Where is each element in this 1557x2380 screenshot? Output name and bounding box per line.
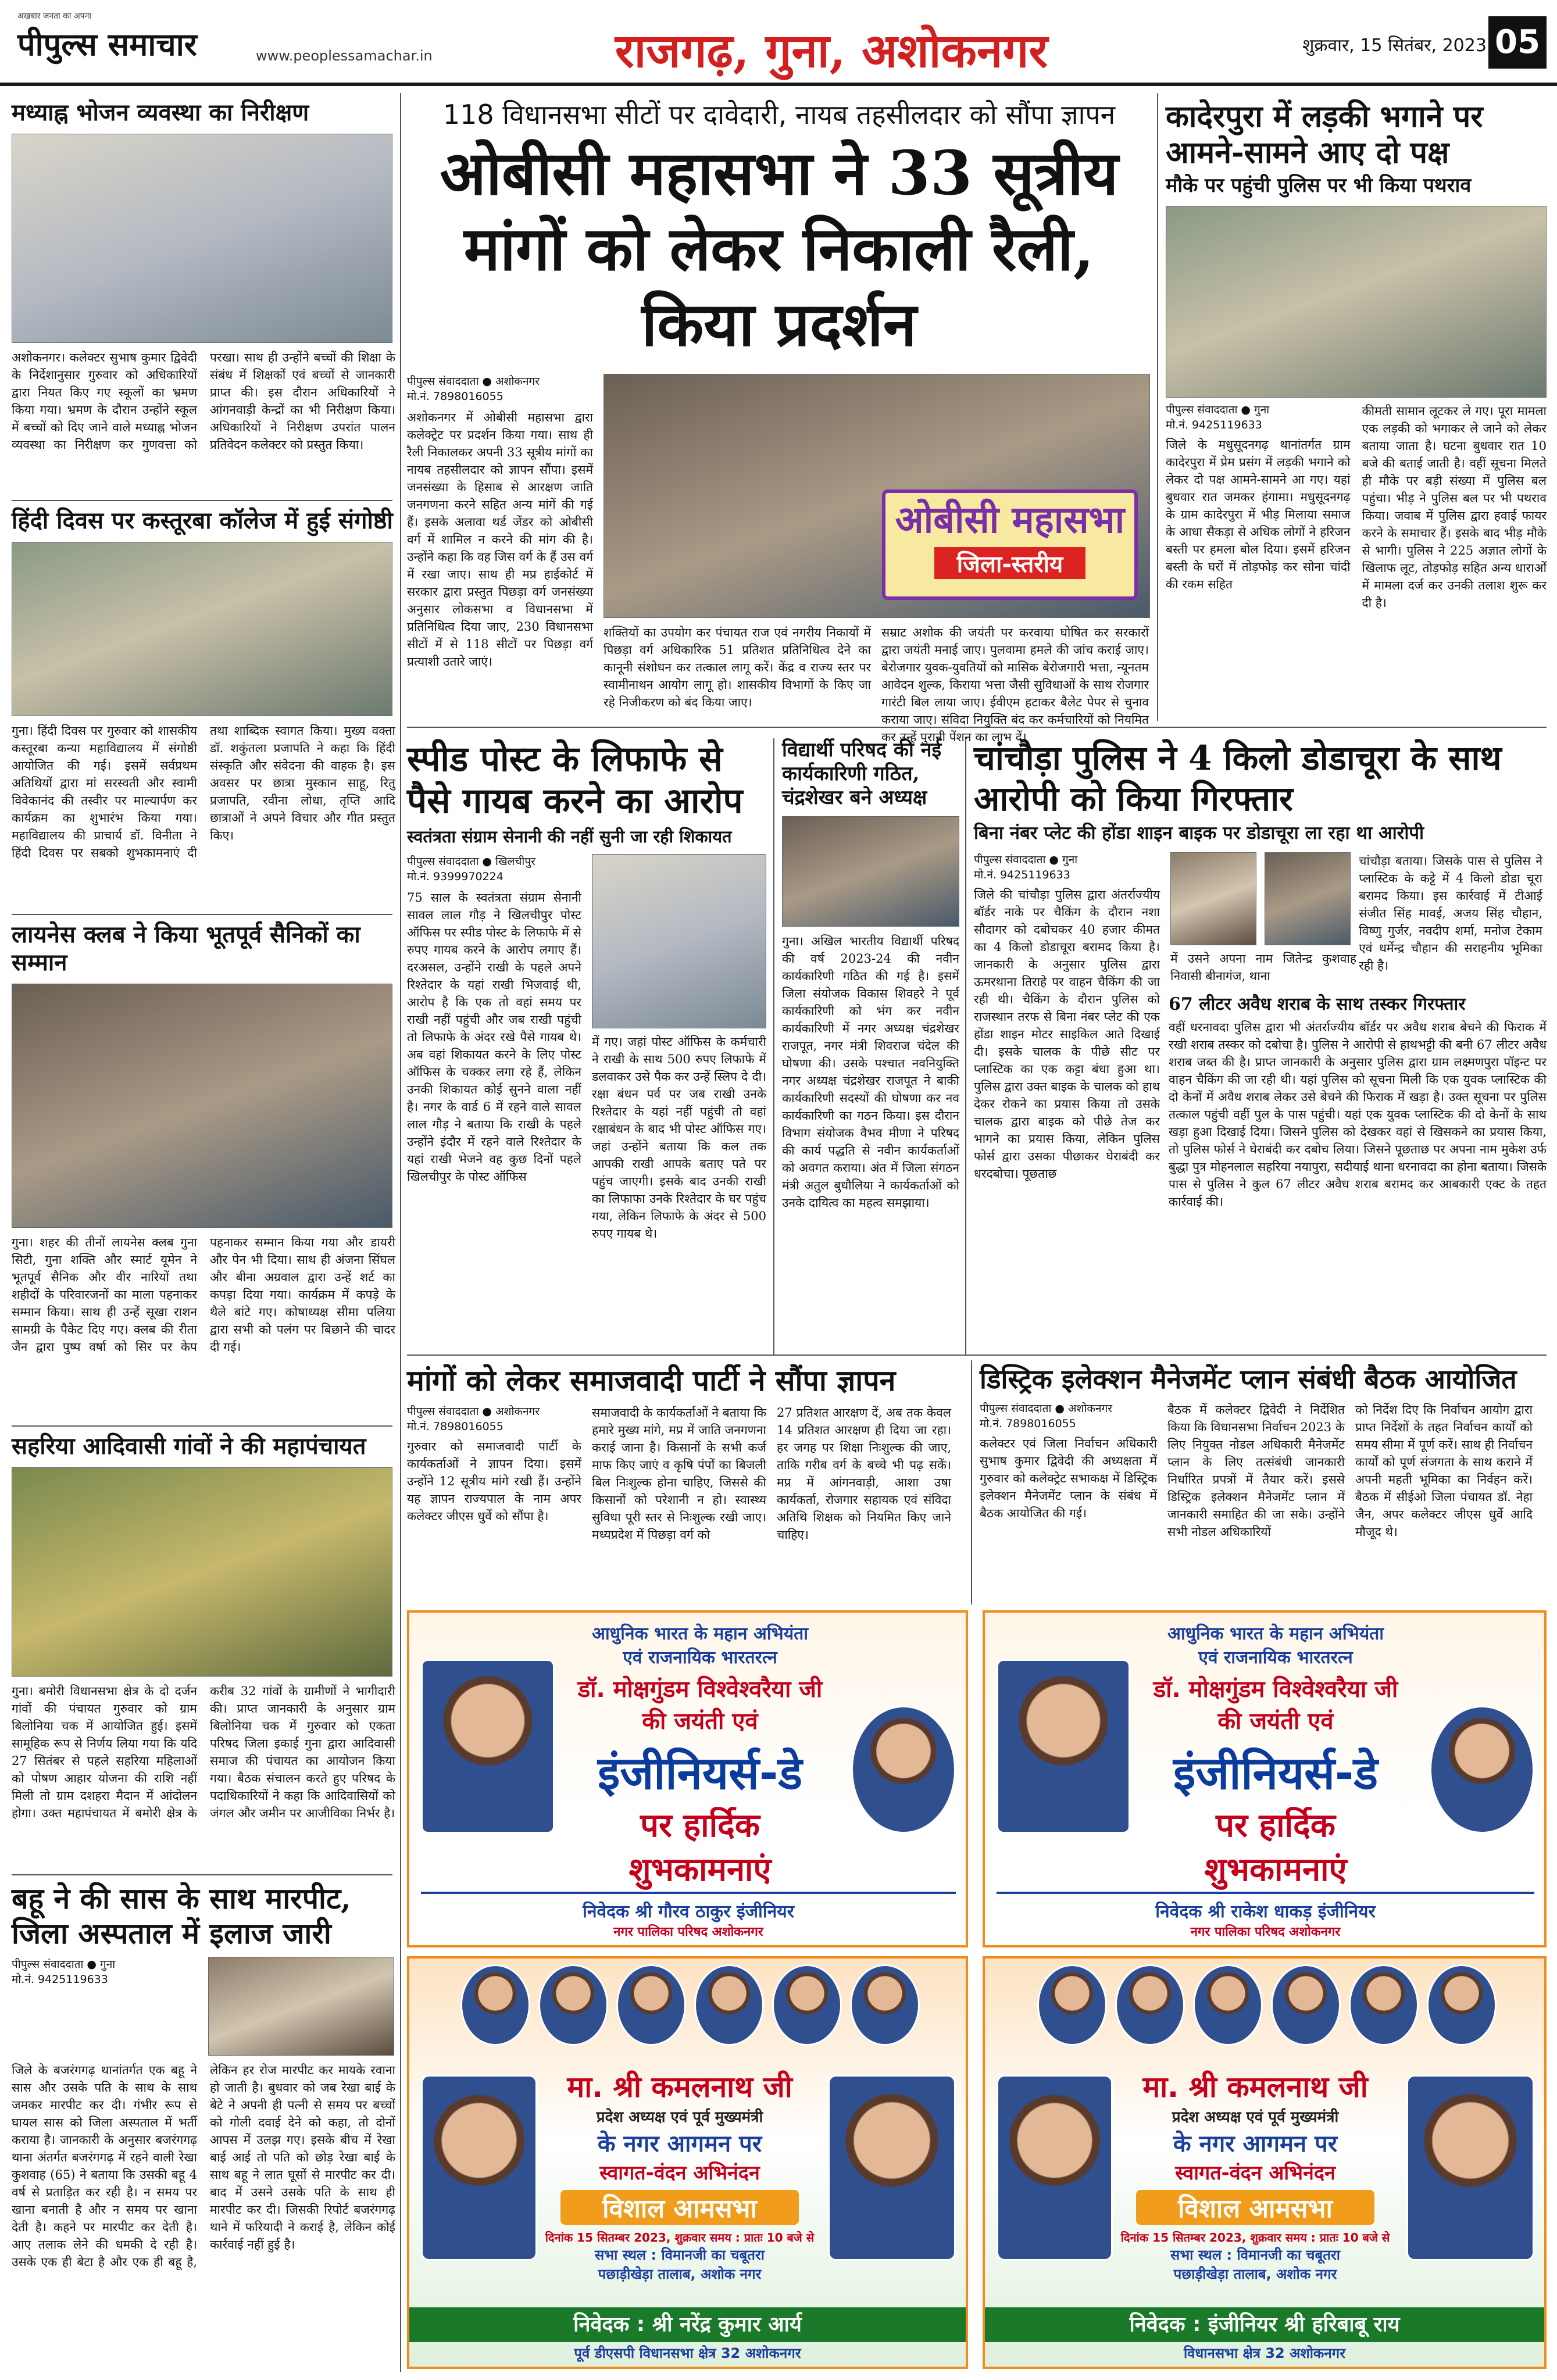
kaderpura-sub: मौके पर पहुंची पुलिस पर भी किया पथराव — [1166, 173, 1472, 197]
election-headline: डिस्ट्रिक इलेक्शन मैनेजमेंट प्लान संबंधी बैठक आयोजित — [980, 1363, 1517, 1395]
divider — [12, 914, 392, 915]
kaderpura-col2: कीमती सामान लूटकर ले गए। पूरा मामला एक लड़की को भगाकर ले जाने को लेकर बताया जाता है। घटना बुधवार रात 10 बजे की बताई जाती है। वहीं सूचना मिलते ही मौके पर बड़ी संख्या में पुलिस बल पहुंचा। भीड़ ने पुलिस बल पर भी पथराव किया। जवाब में पुलिस द्वारा हवाई फायर करने के समाचार हैं। इसके बाद भीड़ मौके से भागी। पुलिस ने 225 अज्ञात लोगों के खिलाफ लूट, तोड़फोड़ सहित अन्य धाराओं में मामला दर्ज कर उनकी तलाश शुरू कर दी है। — [1362, 403, 1547, 610]
kaderpura-mobile: मो.नं. 9425119633 — [1166, 418, 1262, 431]
chachoda-story — [974, 738, 1547, 1349]
avatar — [1349, 1964, 1419, 2046]
column-divider — [971, 1360, 972, 1604]
divider — [12, 1874, 392, 1875]
lead-byline: पीपुल्स संवाददाता ● अशोकनगर — [407, 375, 540, 388]
column-divider — [965, 738, 966, 1355]
sahariya-body: गुना। बमोरी विधानसभा क्षेत्र के दो दर्जन गांवों की पंचायत गुरुवार को ग्राम बिलोनिया चक में आयोजित हुई। इसमें सामूहिक रूप से निर्णय लिया गया कि यदि 27 सितंबर से पहले सहरिया महिलाओं को पोषण आहार योजना की राशि नहीं मिली तो ग्राम दशहरा मैदान में आंदोलन होगा। उक्त महापंचायत में बमोरी क्षेत्र के करीब 32 गांवों के ग्रामीणों ने भागीदारी की। प्राप्त जानकारी के अनुसार ग्राम बिलोनिया चक में गुरुवार को एकता परिषद जिला इकाई गुना द्वारा आदिवासी समाज की पंचायत का आयोजन किया गया। बैठक संचालन करते हुए परिषद के पदाधिकारियों ने कहा कि आदिवासियों को जंगल और जमीन पर आजीविका निर्भर है। — [12, 1684, 395, 1820]
lions-headline: लायनेस क्लब ने किया भूतपूर्व सैनिकों का सम्मान — [12, 921, 360, 976]
sp-col1: गुरुवार को समाजवादी पार्टी के कार्यकर्ताओं ने ज्ञापन दिया। इसमें उन्होंने 12 सूत्रीय मांगे रखी हैं। उन्होंने यह ज्ञापन राज्यपाल के नाम अपर कलेक्टर जीएस धुर्वे को सौंपा है। — [407, 1439, 581, 1523]
lead-mobile: मो.नं. 7898016055 — [407, 390, 503, 403]
avatar — [694, 1964, 764, 2046]
portrait — [1406, 2075, 1534, 2261]
speedpost-mobile: मो.नं. 9399970224 — [407, 870, 503, 883]
lions-photo — [12, 984, 392, 1228]
lead-col2: शक्तियों का उपयोग कर पंचायत राज एवं नगरीय निकायों में पिछड़ा वर्ग अधिकारिक 51 प्रतिशत प्रतिनिधित्व देने का कानूनी संशोधन कर तत्काल लागू करें। केंद्र व राज्य स्तर पर स्वामीनाथन आयोग लागू हो। शासकीय विभागों के किए जा रहे निजीकरण को बंद किया जाए। — [603, 626, 871, 710]
speedpost-sub: स्वतंत्रता संग्राम सेनानी की नहीं सुनी जा रही शिकायत — [407, 827, 732, 846]
page-number: 05 — [1488, 16, 1547, 69]
bahu-photo — [208, 1957, 394, 2056]
hindi-diwas-photo — [12, 542, 392, 716]
avatar — [850, 1964, 920, 2046]
sp-headline: मांगों को लेकर समाजवादी पार्टी ने सौंपा ज्ञापन — [407, 1363, 896, 1398]
portrait — [828, 2075, 956, 2261]
hindi-diwas-headline: हिंदी दिवस पर कस्तूरबा कॉलेज में हुई संगोष्ठी — [12, 508, 393, 534]
abvp-headline: विद्यार्थी परिषद की नई कार्यकारिणी गठित, चंद्रशेखर बने अध्यक्ष — [782, 738, 942, 809]
lead-rally-photo — [603, 374, 1150, 618]
mdm-body: अशोकनगर। कलेक्टर सुभाष कुमार द्विवेदी के निर्देशानुसार गुरुवार को अधिकारियों द्वारा नियत किए गए स्कूलों का भ्रमण किया गया। भ्रमण के दौरान उन्होंने स्कूल में बच्चों को दिए जाने वाले मध्याह्न भोजन व्यवस्था का निरीक्षण कर गुणवत्ता को परखा। साथ ही उन्होंने बच्चों की शिक्षा के संबंध में शिक्षकों एवं बच्चों से जानकारी प्राप्त की। इस दौरान अधिकारियों ने आंगनवाड़ी केन्द्रों का भी निरीक्षण किया। अधिकारियों ने निरीक्षण उपरांत पालन प्रतिवेदन कलेक्टर को प्रस्तुत किया। — [12, 351, 395, 452]
avatar — [772, 1964, 842, 2046]
column-divider — [400, 93, 401, 2372]
speedpost-byline: पीपुल्स संवाददाता ● खिलचीपुर — [407, 855, 535, 868]
divider — [12, 1425, 392, 1427]
abvp-story — [782, 738, 959, 1349]
chachoda-col2: चांचौड़ा बताया। जिसके पास से पुलिस ने प्लास्टिक के कट्टे में 4 किलो डोडा चूरा बरामद किया। इस कार्रवाई में टीआई संजीत सिंह मावई, अजय सिंह चौहान, विष्णु गुर्जर, नवदीप शर्मा, मनोज टेकाम एवं धर्मेन्द्र चौहान की सराहनीय भूमिका रही है। — [1359, 854, 1542, 973]
obc-banner: ओबीसी महासभा जिला-स्तरीय — [882, 489, 1138, 600]
avatar — [460, 1964, 530, 2046]
speedpost-col2: में गए। जहां पोस्ट ऑफिस के कर्मचारी ने राखी के साथ 500 रुपए लिफाफे में डलवाकर उसे पैक कर उन्हें स्लिप दे दी। रक्षा बंधन पर्व पर जब राखी उनके रिश्तेदार के यहां नहीं पहुंची तो वहां रक्षाबंधन के बाद भी पोस्ट ऑफिस गए। जहां उन्होंने बताया कि कल तक आपकी राखी आपके बताए पते पर पहुंच जाएगी। इसके बाद उनकी राखी का लिफाफा उनके रिश्तेदार के घर पहुंच गया, लेकिन लिफाफे के अंदर से 500 रुपए गायब थे। — [592, 1034, 766, 1241]
portrait — [421, 2075, 537, 2261]
avatar — [1427, 1964, 1497, 2046]
section-divider — [407, 1355, 1547, 1356]
sp-byline: पीपुल्स संवाददाता ● अशोकनगर — [407, 1405, 540, 1418]
site-url[interactable]: www.peoplessamachar.in — [256, 48, 433, 64]
avatar — [538, 1964, 608, 2046]
kamalnath-ad: मा. श्री कमलनाथ जी प्रदेश अध्यक्ष एवं पूर्व मुख्यमंत्री के नगर आगमन पर स्वागत-वंदन अभिनंदन विशाल आमसभा दिनांक 15 सितम्बर 2023, शुक्रवार समय : प्रातः 10 बजे से सभा स्थल : विमानजी का चबूतरा पछाड़ीखेड़ा तालाब, अशोक नगर निवेदक : श्री नरेंद्र कुमार आर्य पूर्व डीएसपी विधानसभा क्षेत्र 32 अशोकनगर — [407, 1956, 968, 2369]
column-divider — [773, 738, 774, 1355]
bahu-body: जिले के बजरंगगढ़ थानांतर्गत एक बहू ने सास और उसके पति के साथ के साथ जमकर मारपीट कर दी। गंभीर रूप से घायल सास को जिला अस्पताल में भर्ती कराया है। जानकारी के अनुसार बजरंगगढ़ थाना अंतर्गत बजरंगगढ़ में रहने वाली रेखा कुशवाह (65) ने बताया कि उसकी बहू 4 वर्ष से प्रताड़ित कर रही है। न समय पर खाना बनाती है और न समय पर खाना देती है। कहने पर मारपीट कर देती है। आए तलाक लेने की धमकी दे रही है। उसके एक ही बेटा है और एक ही बहू है, लेकिन हर रोज मारपीट कर मायके रवाना हो जाती है। बुधवार को जब रेखा बाई के बेटे ने अपनी ही पत्नी से समय पर बच्चों को गोली दवाई देने को कहा, तो दोनों आपस में उलझ गए। इसके बीच में रेखा बाई आई तो पति को छोड़ रेखा बाई के साथ बहू ने लात घूसों से मारपीट कर दी। बाद में उसने उसके पति के साथ ही मारपीट कर दी। जिसकी रिपोर्ट बजरंगगढ़ थाने में फरियादी ने कराई है, लेकिन कोई कार्रवाई नहीं हुई है। — [12, 2063, 395, 2269]
bahu-headline: बहू ने की सास के साथ मारपीट, जिला अस्पताल में इलाज जारी — [12, 1881, 351, 1950]
sp-story — [407, 1363, 965, 1602]
lead-kicker: 118 विधानसभा सीटों पर दावेदारी, नायब तहसीलदार को सौंपा ज्ञापन — [442, 99, 1116, 130]
speedpost-photo — [592, 854, 766, 1028]
bahu-mobile: मो.नं. 9425119633 — [12, 1973, 108, 1986]
kamalnath-ad: मा. श्री कमलनाथ जी प्रदेश अध्यक्ष एवं पूर्व मुख्यमंत्री के नगर आगमन पर स्वागत-वंदन अभिनंदन विशाल आमसभा दिनांक 15 सितम्बर 2023, शुक्रवार समय : प्रातः 10 बजे से सभा स्थल : विमानजी का चबूतरा पछाड़ीखेड़ा तालाब, अशोक नगर निवेदक : इंजीनियर श्री हरिबाबू राय विधानसभा क्षेत्र 32 अशोकनगर — [983, 1956, 1547, 2369]
engineers-day-ad: आधुनिक भारत के महान अभियंता एवं राजनायिक भारतरत्न डॉ. मोक्षगुंडम विश्वेश्वरैया जी की जयंती एवं इंजीनियर्स-डे पर हार्दिक शुभकामनाएं निवेदक श्री गौरव ठाकुर इंजीनियर नगर पालिका परिषद अशोकनगर — [407, 1610, 968, 1947]
engineers-day-ad: आधुनिक भारत के महान अभियंता एवं राजनायिक भारतरत्न डॉ. मोक्षगुंडम विश्वेश्वरैया जी की जयंती एवं इंजीनियर्स-डे पर हार्दिक शुभकामनाएं निवेदक श्री राकेश धाकड़ इंजीनियर नगर पालिका परिषद अशोकनगर — [983, 1610, 1547, 1947]
kaderpura-col1: जिले के मधुसूदनगढ़ थानांतर्गत ग्राम कादेरपुरा में प्रेम प्रसंग में लड़की भगाने को लेकर दो पक्ष आमने-सामने आ गए। यहां बुधवार रात जमकर हंगामा। मधुसूदनगढ़ के ग्राम कादेरपुरा में भीड़ मिलाया समाज के आधा सैकड़ा से अधिक लोगों ने हरिजन बस्ती पर हमला बोल दिया। इसमें हरिजन बस्ती के घरों में तोड़फोड़ कर सोना चांदी की रकम सहित — [1166, 437, 1351, 591]
sp-col2: समाजवादी के कार्यकर्ताओं ने बताया कि हमारे मुख्य मांगे, मप्र में जाति जनगणना कराई जाना है। किसानों के सभी कर्ज माफ किए जाएं व कृषि पंपों का बिजली बिल निःशुल्क होना चाहिए, जिससे की किसानों को परेशानी न हो। स्वास्थ्य सुविधा पूरी स्तर से निःशुल्क रखी जाए। मध्यप्रदेश में पिछड़ा वर्ग को — [592, 1406, 766, 1542]
page-header — [0, 0, 1557, 86]
election-mobile: मो.नं. 7898016055 — [980, 1417, 1076, 1431]
speedpost-story — [407, 738, 767, 1349]
chachoda-byline: पीपुल्स संवाददाता ● गुना — [974, 853, 1078, 867]
avatar — [1115, 1964, 1185, 2046]
mdm-photo — [12, 134, 392, 343]
accused-photo — [1170, 852, 1256, 945]
kaderpura-story — [1166, 99, 1547, 721]
election-col3: को निर्देश दिए कि निर्वाचन आयोग द्वारा प्राप्त निर्देशों के तहत निर्वाचन कार्यों को समय सीमा में पूर्ण करें। साथ ही निर्वाचन कार्यों को पूर्ण संजगता के साथ कराने में अपनी महती भूमिका का निर्वहन करें। बैठक में सीईओ जिला पंचायत डॉ. नेहा जैन, अपर कलेक्टर जीएस धुर्वे आदि मौजूद थे। — [1355, 1403, 1533, 1539]
speedpost-headline: स्पीड पोस्ट के लिफाफे से पैसे गायब करने का आरोप — [407, 739, 743, 821]
kaderpura-byline: पीपुल्स संवाददाता ● गुना — [1166, 403, 1270, 416]
hindi-diwas-body: गुना। हिंदी दिवस पर गुरुवार को शासकीय कस्तूरबा कन्या महाविद्यालय में संगोष्ठी आयोजित की गई। इसमें सर्वप्रथम अतिथियों द्वारा मां सरस्वती और स्वामी विवेकानंद की तस्वीर पर माल्यार्पण कर कार्यक्रम का शुभारंभ किया गया। महाविद्यालय की प्राचार्य डॉ. विनीता ने हिंदी दिवस पर सबको शुभकामनाएं दी तथा शाब्दिक स्वागत किया। मुख्य वक्ता डॉ. शकुंतला प्रजापति ने कहा कि हिंदी संस्कृति और संवेदना की वाहक है। इस अवसर पर छात्रा मुस्कान साहू, रितु प्रजापति, रवीना लोधा, तृप्ति आदि छात्राओं ने अपने विचार और गीत प्रस्तुत किए। — [12, 724, 395, 860]
speedpost-col1: 75 साल के स्वतंत्रता संग्राम सेनानी सावल लाल गौड़ ने खिलचीपुर पोस्ट ऑफिस पर स्पीड पोस्ट के लिफाफे में से रुपए गायब करने के आरोप लगाए हैं। दरअसल, उन्होंने राखी के पहले अपने रिश्तेदार के यहां राखी भिजवाई थी, आरोप है कि एक तो वहां समय पर राखी नहीं पहुंची और जब राखी पहुंची तो लिफाफे के अंदर रखे पैसे गायब थे। अब वहां शिकायत करने के लिए पोस्ट ऑफिस के चक्कर लगा रहे हैं, लेकिन उनकी शिकायत कोई सुनने वाला नहीं है। नगर के वार्ड 6 में रहने वाले सावल लाल गौड़ ने बताया कि राखी के पहले उन्होंने इंदौर में रहने वाले रिश्तेदार के यहां राखी भेजने वह कुछ दिनों पहले खिलचीपुर के पोस्ट ऑफिस — [407, 890, 581, 1184]
liquor-headline: 67 लीटर अवैध शराब के साथ तस्कर गिरफ्तार — [1169, 994, 1466, 1014]
city-title: राजगढ़, गुना, अशोकनगर — [615, 23, 1048, 78]
lead-col1: अशोकनगर में ओबीसी महासभा द्वारा कलेक्ट्रेट पर प्रदर्शन किया गया। साथ ही रैली निकालकर अपनी 33 सूत्रीय मांगों का नायब तहसीलदार को ज्ञापन सौंपा। इसमें जनसंख्या के हिसाब से आरक्षण जाति जनगणना करने सहित अन्य मांगें की गई हैं। इसके अलावा थर्ड जेंडर को ओबीसी वर्ग में शामिल न करने की मांग की है। उन्होंने कहा कि वह जिस वर्ग के हैं उस वर्ग में रखा जाए। साथ ही मप्र हाईकोर्ट में सरकार द्वारा प्रस्तुत पिछड़ा वर्ग जनसंख्या अनुसार लोकसभा व विधानसभा में प्रतिनिधित्व दिया जाए, 230 विधानसभा सीटों में से 118 सीटों पर पिछड़ा वर्ग प्रत्याशी उतारे जाएं। — [407, 410, 593, 669]
kaderpura-photo — [1166, 206, 1547, 398]
chachoda-mobile: मो.नं. 9425119633 — [974, 869, 1070, 882]
left-column — [12, 99, 395, 2372]
avatar — [1037, 1964, 1107, 2046]
lead-col3: सम्राट अशोक की जयंती पर करवाया घोषित कर सरकारों द्वारा जयंती मनाई जाए। पुलवामा हमले की जांच कराई जाए। बेरोजगार युवक-युवतियों को मासिक बेरोजगारी भत्ता, न्यूनतम आवेदन शुल्क, किराया भत्ता जैसी सुविधाओं के साथ रोजगार गारंटी बिल लाया जाए। ईवीएम हटाकर बैलेट पेपर से चुनाव कराया जाए। संविदा नियुक्ति बंद कर कर्मचारियों को नियमित कर उन्हें पुरानी पेंशन का लाभ दें। — [881, 626, 1149, 745]
chachoda-under-photos: में उसने अपना नाम जितेन्द्र कुशवाह निवासी बीनागंज, थाना — [1170, 952, 1356, 984]
abvp-photo — [782, 816, 959, 927]
accused-photo — [1265, 852, 1351, 945]
sp-col3: 27 प्रतिशत आरक्षण दें, अब तक केवल 14 प्रतिशत आरक्षण ही दिया जा रहा। हर जगह पर शिक्षा निःशुल्क की जाए, ताकि गरीब वर्ग के बच्चे भी पढ़ सकें। मप्र में आंगनवाड़ी, आशा उषा कार्यकर्ता, रोजगार सहायक एवं संविदा अतिथि शिक्षक को नियमित किए जाने चाहिए। — [777, 1406, 951, 1542]
bahu-byline: पीपुल्स संवाददाता ● गुना — [12, 1958, 116, 1971]
avatar — [1193, 1964, 1263, 2046]
mdm-headline: मध्याह्न भोजन व्यवस्था का निरीक्षण — [12, 99, 309, 126]
column-divider — [1157, 93, 1158, 721]
portrait — [421, 1659, 555, 1834]
lions-body: गुना। शहर की तीनों लायनेस क्लब गुना सिटी, गुना शक्ति और स्मार्ट यूमेन ने भूतपूर्व सैनिक और वीर नारियों तथा शहीदों के परिवारजनों का माला पहनाकर सम्मान किया। साथ ही उन्हें सूखा राशन सामग्री के पैकेट दिए गए। क्लब की रीता जैन द्वारा पुष्प वर्षा को सिर पर केप पहनाकर सम्मान किया गया और डायरी और पेन भी दिया। साथ ही अंजना सिंघल और बीना अग्रवाल द्वारा उन्हें शर्ट का कपड़ा दिया गया। कार्यक्रम में कपड़े के थैले बांटे गए। कोषाध्यक्ष सीमा पलिया द्वारा सभी को पलंग पर बिछाने की चादर दी गई। — [12, 1235, 395, 1354]
kaderpura-headline: कादेरपुरा में लड़की भगाने पर आमने-सामने आए दो पक्ष — [1166, 99, 1483, 171]
abvp-body: गुना। अखिल भारतीय विद्यार्थी परिषद की वर्ष 2023-24 की नवीन कार्यकारिणी गठित की गई है। इसमें जिला संयोजक विकास शिवहरे ने पूर्व कार्यकारिणी को भंग कर नवीन कार्यकारिणी में नगर अध्यक्ष चंद्रशेखर राजपूत, नगर मंत्री शिवराज चंदेल की घोषणा की। उसके पश्चात नवनियुक्ति नगर अध्यक्ष चंद्रशेखर राजपूत ने बाकी कार्यकारिणी सदस्यों की घोषणा कर नव कार्यकारिणी का गठन किया। इस दौरान विभाग संयोजक वैभव मीणा ने परिषद की कार्य पद्धति से नवीन कार्यकर्ताओं को अवगत कराया। अंत में जिला संगठन मंत्री अतुल बुधौलिया ने कार्यकर्ताओं को उनके दायित्व का महत्व समझाया। — [782, 934, 959, 1210]
lead-headline: ओबीसी महासभा ने 33 सूत्रीय मांगों को लेकर निकाली रैली, किया प्रदर्शन — [440, 137, 1119, 360]
avatar — [616, 1964, 686, 2046]
lead-story — [407, 99, 1151, 745]
election-col2: बैठक में कलेक्टर द्विवेदी ने निर्देशित किया कि विधानसभा निर्वाचन 2023 के लिए नियुक्त नोडल अधिकारी मैनेजमेंट प्लान के लिए तत्संबंधी जानकारी निर्धारित प्रपत्रों में तैयार करें। इससे डिस्ट्रिक इलेक्शन मैनेजमेंट प्लान में जानकारी समाहित की जा सके। उन्होंने सभी नोडल अधिकारियों — [1167, 1403, 1345, 1539]
portrait — [997, 1659, 1130, 1834]
edition-date: शुक्रवार, 15 सितंबर, 2023 — [1302, 35, 1487, 56]
election-story — [980, 1363, 1547, 1602]
sahariya-headline: सहरिया आदिवासी गांवों ने की महापंचायत — [12, 1433, 366, 1460]
portrait — [997, 2075, 1113, 2261]
masthead: अखबार जनता का अपना पीपुल्स समाचार — [17, 12, 197, 63]
divider — [12, 500, 392, 501]
liquor-body: वहीं धरनावदा पुलिस द्वारा भी अंतर्राज्यीय बॉर्डर पर अवैध शराब बेचने की फिराक में रखी शराब तस्कर को दबोचा है। पुलिस ने आरोपी से हाथभट्टी की बनी 67 लीटर अवैध शराब जब्त की है। प्राप्त जानकारी के अनुसार पुलिस द्वारा ग्राम लक्ष्मणपुरा पॉइन्ट पर वाहन चैकिंग की जा रही थी। यहां पुलिस को सूचना मिली कि एक युवक प्लास्टिक की दो केनों में अवैध शराब लेकर उसे बेचने की फिराक में खड़ा है। उक्त सूचना पर पुलिस तत्काल पहुंची वहीं पुल के पास पहुंची। यहां एक युवक प्लास्टिक की दो केनों के साथ खड़ा हुआ दिखाई दिया। जिसने पुलिस को देखकर वहां से खिसकने का प्रयास किया, तो पुलिस फोर्स ने घेराबंदी कर दबोच लिया। जिसने पूछताछ पर अपना नाम मुकेश उर्फ बुद्धा पुत्र मोहनलाल सहरिया नयापुरा, सदीयाई थाना धरनावदा का होना बताया। जिसके पास से पुलिस ने कुल 67 लीटर अवैध शराब बरामद कर आबकारी एक्ट के तहत कार्रवाई की। — [1169, 1020, 1547, 1209]
election-col1: कलेक्टर एवं जिला निर्वाचन अधिकारी सुभाष कुमार द्विवेदी की अध्यक्षता में गुरुवार को कलेक्ट्रेट सभाकक्ष में डिस्ट्रिक इलेक्शन मैनेजमेंट प्लान के संबंध में बैठक आयोजित की गई। — [980, 1436, 1157, 1521]
chachoda-col1: जिले की चांचौड़ा पुलिस द्वारा अंतर्राज्यीय बॉर्डर नाके पर चैकिंग के दौरान नशा सौदागर को दबोचकर 40 हजार कीमत का 4 किलो डोडाचूरा बरामद किया है। जानकारी के अनुसार पुलिस द्वारा ऊमरथाना तिराहे पर वाहन चैकिंग की जा रही थी। चैकिंग के दौरान पुलिस को राजस्थान तरफ से बिना नंबर प्लेट की एक होंडा शाइन मोटर साइकिल आते दिखाई दी। इसके चालक के पीछे सीट पर प्लास्टिक का एक कट्टा बंधा हुआ था। पुलिस द्वारा उक्त बाइक के चालक को हाथ देकर रोकने का प्रयास किया तो उसके चालक द्वारा बाइक को पीछे तेज कर भागने का प्रयास किया, लेकिन पुलिस फोर्स द्वारा उसका पीछाकर घेराबंदी कर धरदबोचा। पूछताछ — [974, 888, 1160, 1181]
chachoda-sub: बिना नंबर प्लेट की होंडा शाइन बाइक पर डोडाचूरा ला रहा था आरोपी — [974, 823, 1424, 844]
election-byline: पीपुल्स संवाददाता ● अशोकनगर — [980, 1402, 1112, 1416]
avatar — [851, 1706, 956, 1834]
sp-mobile: मो.नं. 7898016055 — [407, 1420, 503, 1433]
avatar — [1271, 1964, 1341, 2046]
avatar — [1430, 1706, 1534, 1834]
chachoda-headline: चांचौड़ा पुलिस ने 4 किलो डोडाचूरा के साथ आरोपी को किया गिरफ्तार — [974, 738, 1502, 819]
sahariya-photo — [12, 1467, 392, 1677]
